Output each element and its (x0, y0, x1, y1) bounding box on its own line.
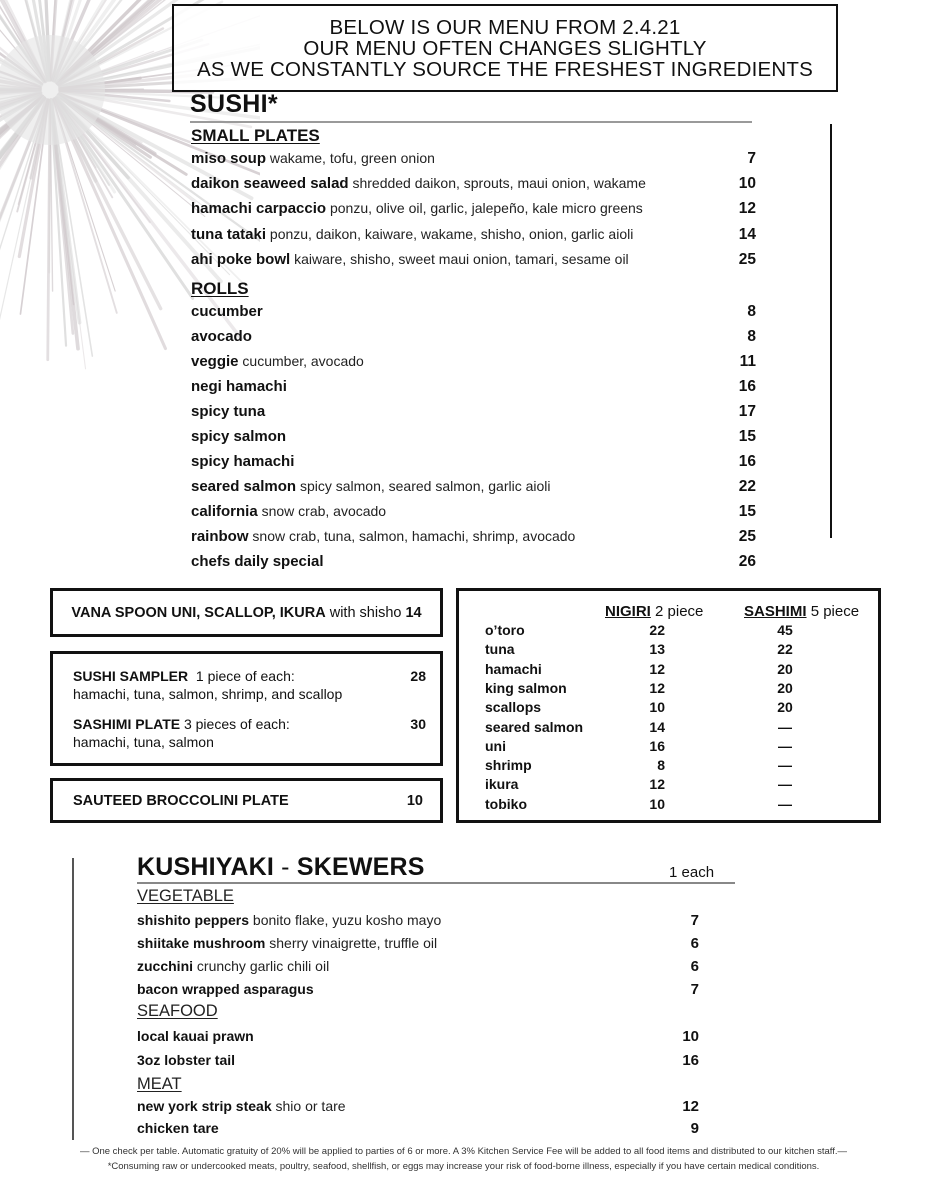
menu-item (191, 378, 756, 396)
item-name: tuna tataki (191, 225, 267, 243)
item-name: shiitake mushroom (137, 935, 266, 951)
item-description: bonito flake, yuzu kosho mayo (252, 912, 442, 928)
sashimi-price: 20 (777, 679, 793, 696)
nigiri-sashimi-row (485, 699, 865, 718)
item-description: ponzu, daikon, kaiware, wakame, shisho, onion, garlic aioli (269, 225, 634, 242)
vana-spoon-desc: with shisho (329, 604, 402, 621)
item-price: 16 (738, 378, 756, 395)
broccolini-box (50, 778, 443, 823)
item-price: 10 (682, 1028, 699, 1045)
item-name: veggie (191, 353, 239, 370)
sashimi-price: — (778, 776, 792, 793)
item-name: spicy tuna (191, 403, 266, 420)
vegetable-heading: VEGETABLE (137, 887, 234, 905)
sashimi-price: — (778, 795, 792, 812)
menu-item (137, 1120, 699, 1137)
sashimi-price: 20 (777, 660, 793, 677)
kushiyaki-title-dash: - (274, 853, 297, 881)
nigiri-sashimi-row (485, 680, 865, 699)
menu-item (191, 428, 756, 446)
item-name: seared salmon (191, 478, 297, 495)
item-name: chefs daily special (191, 553, 324, 570)
nigiri-sashimi-row (485, 719, 865, 738)
item-price: 8 (747, 328, 756, 345)
nigiri-price: 14 (649, 718, 665, 735)
meat-heading: MEAT (137, 1075, 182, 1093)
broccolini-price: 10 (406, 792, 423, 809)
broccolini-name: SAUTEED BROCCOLINI PLATE (73, 792, 289, 809)
item-price: 7 (747, 150, 756, 167)
platter-desc: 1 piece of each: (195, 668, 295, 684)
item-price: 6 (690, 958, 699, 975)
sashimi-price: — (778, 757, 792, 774)
platter-name: SASHIMI PLATE (73, 716, 181, 732)
nigiri-sashimi-row (485, 757, 865, 776)
item-name: rainbow (191, 528, 249, 545)
sashimi-qty: 5 piece (810, 603, 860, 620)
menu-item (191, 478, 756, 496)
menu-item (191, 150, 756, 168)
item-description: crunchy garlic chili oil (196, 958, 330, 974)
sashimi-label: SASHIMI (744, 603, 807, 620)
fish-name: tobiko (485, 795, 527, 812)
item-name: hamachi carpaccio (191, 200, 327, 218)
platter-price: 28 (410, 668, 426, 684)
item-price: 6 (690, 935, 699, 952)
item-description: snow crab, avocado (261, 503, 387, 519)
sashimi-header (744, 603, 859, 620)
nigiri-header (605, 603, 703, 620)
item-price: 16 (738, 453, 756, 470)
item-price: 25 (738, 250, 756, 268)
nigiri-label: NIGIRI (605, 603, 651, 620)
item-price: 14 (738, 225, 756, 243)
vana-spoon-box (50, 588, 443, 637)
kushiyaki-title-main: KUSHIYAKI (137, 853, 275, 881)
fish-name: o’toro (485, 622, 525, 638)
item-price: 22 (738, 478, 756, 495)
vana-spoon-price: 14 (405, 604, 422, 621)
sashimi-price: 22 (777, 641, 793, 658)
kushiyaki-unit: 1 each (669, 864, 715, 881)
sashimi-price: — (778, 737, 792, 754)
platter-contents: hamachi, tuna, salmon (73, 734, 214, 750)
item-name: miso soup (191, 150, 267, 167)
menu-item (137, 935, 699, 952)
item-name: spicy salmon (191, 428, 287, 445)
nigiri-price: 8 (657, 757, 665, 774)
fish-name: hamachi (485, 660, 542, 677)
menu-item (137, 981, 699, 998)
kushiyaki-section-title (137, 853, 425, 882)
item-price: 7 (690, 981, 699, 998)
menu-item (191, 175, 756, 193)
section-divider (190, 121, 752, 123)
item-price: 10 (738, 175, 756, 193)
seafood-heading: SEAFOOD (137, 1002, 218, 1020)
platter-contents: hamachi, tuna, salmon, shrimp, and scallop (73, 686, 343, 702)
nigiri-sashimi-row (485, 661, 865, 680)
vertical-rule (830, 124, 832, 538)
item-price: 11 (739, 353, 756, 370)
item-name: california (191, 503, 258, 520)
vana-spoon-name: VANA SPOON UNI, SCALLOP, IKURA (71, 604, 326, 621)
vertical-rule (72, 858, 74, 1140)
nigiri-sashimi-row (485, 641, 865, 660)
platter-desc: 3 pieces of each: (183, 716, 290, 732)
nigiri-price: 10 (649, 795, 665, 812)
item-description: shio or tare (275, 1098, 346, 1114)
section-divider (137, 882, 735, 884)
fish-name: ikura (485, 776, 519, 793)
small-plates-heading: SMALL PLATES (191, 126, 320, 145)
platter-price: 30 (410, 716, 426, 732)
item-description: shredded daikon, sprouts, maui onion, wakame (352, 175, 646, 192)
item-name: cucumber (191, 303, 263, 320)
menu-item (191, 453, 756, 471)
item-name: 3oz lobster tail (137, 1052, 236, 1068)
nigiri-sashimi-row (485, 738, 865, 757)
item-name: spicy hamachi (191, 453, 295, 470)
platters-box (50, 651, 443, 766)
urchin-core (0, 35, 105, 145)
notice-line: BELOW IS OUR MENU FROM 2.4.21 (329, 15, 681, 39)
policy-note: — One check per table. Automatic gratuity of 20% will be applied to parties of 6 or more. A 3% Kitchen Service Fee will be added to all food items and distributed to our kitchen staff.— (79, 1146, 848, 1157)
rolls-heading: ROLLS (191, 279, 249, 298)
fish-name: seared salmon (485, 718, 584, 735)
menu-item (191, 403, 756, 421)
nigiri-price: 13 (649, 641, 665, 658)
menu-item (137, 958, 699, 975)
menu-item (191, 251, 756, 269)
nigiri-sashimi-row (485, 622, 865, 641)
item-name: avocado (191, 328, 252, 345)
nigiri-price: 16 (649, 737, 665, 754)
item-description: snow crab, tuna, salmon, hamachi, shrimp, avocado (252, 528, 576, 544)
fish-name: uni (485, 737, 506, 754)
item-price: 17 (738, 403, 756, 420)
fish-name: tuna (485, 641, 515, 658)
item-description: cucumber, avocado (242, 353, 364, 369)
nigiri-price: 10 (649, 699, 665, 716)
item-price: 25 (738, 528, 756, 545)
item-price: 12 (682, 1098, 699, 1115)
nigiri-price: 12 (649, 679, 665, 696)
item-description: spicy salmon, seared salmon, garlic aioli (299, 478, 551, 494)
item-name: ahi poke bowl (191, 250, 291, 268)
menu-item (137, 1098, 699, 1115)
menu-item (191, 553, 756, 571)
sashimi-price: — (778, 718, 792, 735)
notice-line: OUR MENU OFTEN CHANGES SLIGHTLY (303, 36, 707, 60)
item-description: kaiware, shisho, sweet maui onion, tamari, sesame oil (294, 250, 629, 267)
item-name: daikon seaweed salad (191, 175, 349, 193)
sashimi-price: 20 (777, 699, 793, 716)
menu-item (137, 1028, 699, 1045)
nigiri-sashimi-box (456, 588, 881, 823)
item-description: sherry vinaigrette, truffle oil (269, 935, 438, 951)
item-name: bacon wrapped asparagus (137, 981, 314, 997)
item-name: new york strip steak (137, 1098, 272, 1114)
menu-item (137, 912, 699, 929)
item-name: zucchini (137, 958, 194, 974)
nigiri-price: 12 (649, 776, 665, 793)
item-description: ponzu, olive oil, garlic, jalepeño, kale micro greens (329, 200, 643, 217)
menu-item (191, 226, 756, 244)
item-price: 15 (738, 428, 756, 445)
item-price: 9 (690, 1120, 699, 1137)
nigiri-qty: 2 piece (655, 603, 704, 620)
nigiri-sashimi-row (485, 776, 865, 795)
sashimi-price: 45 (777, 622, 793, 638)
item-price: 7 (690, 912, 699, 929)
item-name: chicken tare (137, 1120, 219, 1136)
nigiri-sashimi-row (485, 796, 865, 815)
menu-item (191, 353, 756, 371)
item-price: 8 (747, 303, 756, 320)
item-name: shishito peppers (137, 912, 250, 928)
menu-item (191, 328, 756, 346)
fish-name: shrimp (485, 757, 532, 774)
nigiri-price: 12 (649, 660, 665, 677)
item-name: local kauai prawn (137, 1028, 254, 1044)
fish-name: king salmon (485, 679, 567, 696)
platter-name: SUSHI SAMPLER (73, 668, 189, 684)
sushi-section-title: SUSHI* (190, 90, 278, 118)
menu-item (191, 200, 756, 218)
item-price: 15 (738, 503, 756, 520)
menu-item (191, 503, 756, 521)
item-name: negi hamachi (191, 378, 287, 395)
menu-date-notice (172, 4, 838, 92)
item-price: 16 (682, 1052, 699, 1069)
menu-item (191, 528, 756, 546)
notice-line: AS WE CONSTANTLY SOURCE THE FRESHEST INGREDIENTS (197, 57, 813, 81)
menu-item (137, 1052, 699, 1069)
item-price: 12 (738, 200, 756, 218)
fish-name: scallops (485, 699, 542, 716)
food-safety-warning: *Consuming raw or undercooked meats, poultry, seafood, shellfish, or eggs may increase your risk of food-borne illness, especially if you have certain medical conditions. (107, 1161, 820, 1172)
item-description: wakame, tofu, green onion (269, 150, 435, 166)
menu-item (191, 303, 756, 321)
item-price: 26 (738, 553, 756, 570)
kushiyaki-title-sub: SKEWERS (296, 853, 425, 881)
nigiri-price: 22 (649, 622, 665, 638)
